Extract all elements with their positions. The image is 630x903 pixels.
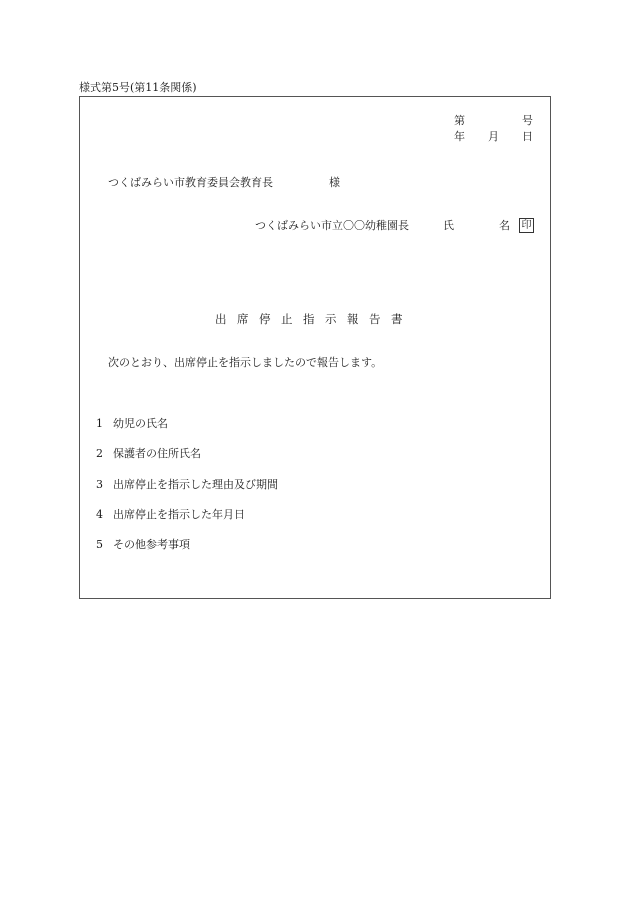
date-day: 日 <box>522 130 533 143</box>
form-identifier: 様式第5号(第11条関係) <box>79 81 197 94</box>
document-frame <box>79 96 551 599</box>
number-suffix: 号 <box>522 114 533 127</box>
addressee-honorific: 様 <box>329 176 340 189</box>
sender-title: つくばみらい市立〇〇幼稚園長 <box>255 219 409 232</box>
item-number: 2 <box>96 447 103 460</box>
date-month: 月 <box>488 130 499 143</box>
document-title: 出席停止指示報告書 <box>215 312 413 326</box>
sender-name-label-mei: 名 <box>499 219 510 232</box>
number-prefix: 第 <box>454 114 465 127</box>
item-number: 5 <box>96 538 103 551</box>
item-text: 保護者の住所氏名 <box>113 447 201 460</box>
document-date-line <box>454 131 533 142</box>
item-number: 4 <box>96 508 103 521</box>
item-text: 出席停止を指示した年月日 <box>113 508 245 521</box>
document-number-line <box>454 115 533 126</box>
intro-text: 次のとおり、出席停止を指示しましたので報告します。 <box>108 356 383 369</box>
item-text: その他参考事項 <box>113 538 190 551</box>
seal-mark: 印 <box>519 218 534 233</box>
item-text: 出席停止を指示した理由及び期間 <box>113 478 278 491</box>
item-number: 1 <box>96 417 103 430</box>
item-text: 幼児の氏名 <box>113 417 168 430</box>
addressee-name: つくばみらい市教育委員会教育長 <box>108 176 273 189</box>
date-year: 年 <box>454 130 465 143</box>
item-number: 3 <box>96 478 103 491</box>
sender-name-label-shi: 氏 <box>443 219 454 232</box>
